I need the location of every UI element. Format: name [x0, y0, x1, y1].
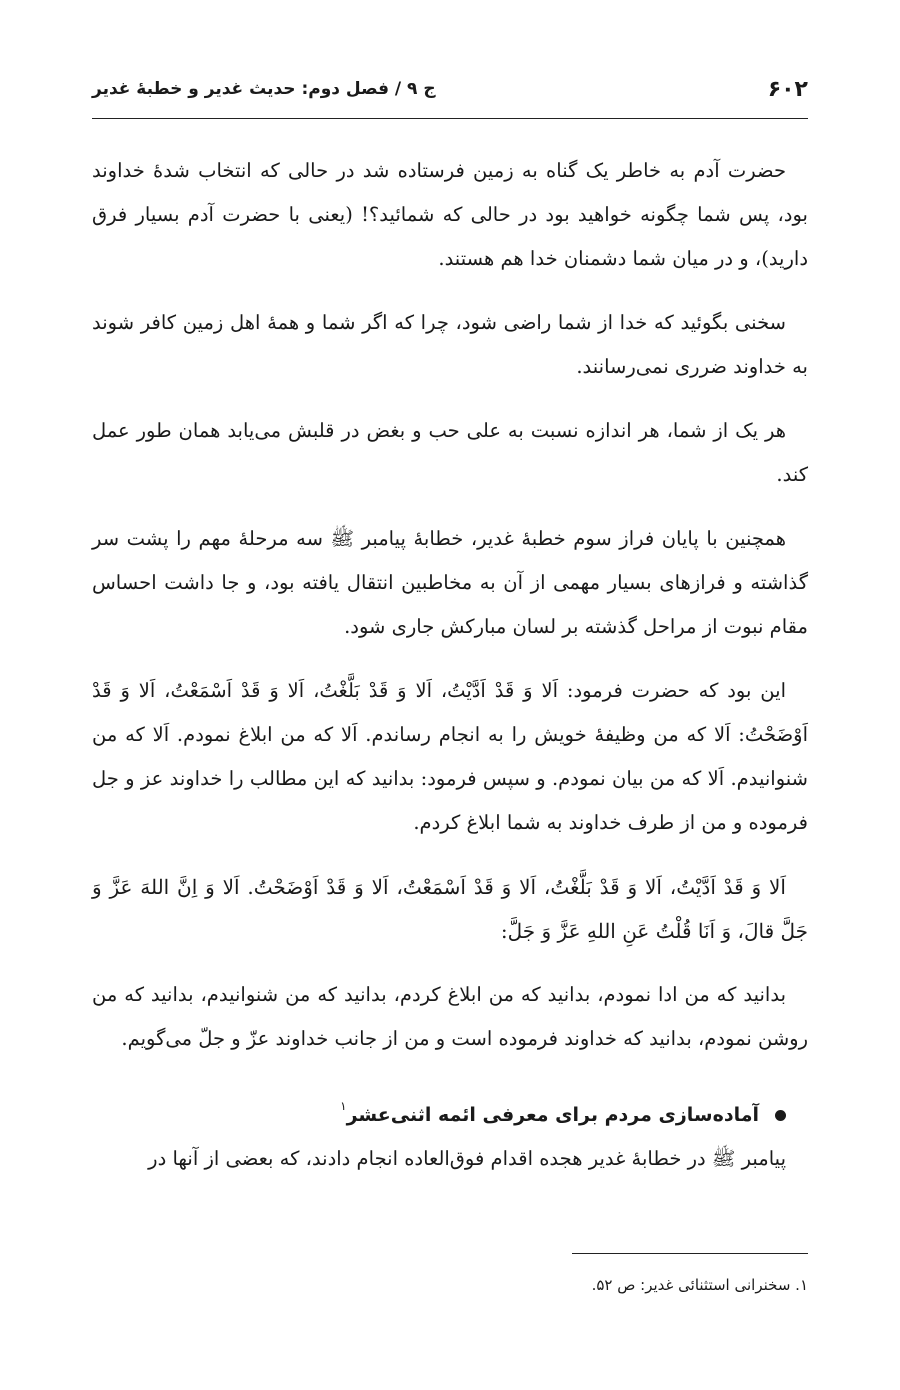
paragraph-love-hate: هر یک از شما، هر اندازه نسبت به علی حب و بغض در قلبش می‌یابد همان طور عمل کند. — [92, 419, 808, 486]
paragraph-translation: بدانید که من ادا نمودم، بدانید که من ابلاغ کردم، بدانید که من شنوانیدم، بدانید که من روشن نمودم، بدانید که خداوند فرموده است و من از جانب خداوند عزّ و جلّ می‌گویم. — [92, 983, 808, 1050]
paragraph-declaration: این بود که حضرت فرمود: اَلا وَ قَدْ اَدَّیْتُ، اَلا وَ قَدْ بَلَّغْتُ، اَلا وَ قَدْ اَسْمَعْتُ، اَلا وَ قَدْ اَوْضَحْتُ: اَلا که من وظیفهٔ خویش را به انجام رساندم. اَلا که من ابلاغ نمودم. اَلا که من شنوانیدم. اَلا که من بیان نمودم. و سپس فرمود: بدانید که این مطالب را خداوند عز و جل فرموده و من از طرف خداوند به شما ابلاغ کردم. — [92, 679, 808, 834]
book-page — [92, 60, 808, 1294]
section-heading — [92, 1095, 808, 1135]
page-number: ۶۰۲ — [767, 76, 808, 102]
paragraph-three-stages: همچنین با پایان فراز سوم خطبهٔ غدیر، خطابهٔ پیامبر ﷺ سه مرحلهٔ مهم را پشت سر گذاشته و فرازهای بسیار مهمی از آن به مخاطبین انتقال یافته بود، و جا داشت احساس مقام نبوت از مراحل گذشته بر لسان مبارکش جاری شود. — [92, 527, 808, 638]
paragraph-adam: حضرت آدم به خاطر یک گناه به زمین فرستاده شد در حالی که انتخاب شدهٔ خداوند بود، پس شما چگونه خواهید بود در حالی که شمائید؟! (یعنی با حضرت آدم بسیار فرق دارید)، و در میان شما دشمنان خدا هم هستند. — [92, 159, 808, 270]
paragraph-god-pleased: سخنی بگوئید که خدا از شما راضی شود، چرا که اگر شما و همهٔ اهل زمین کافر شوند به خداوند ضرری نمی‌رسانند. — [92, 311, 808, 378]
page-header — [92, 60, 808, 119]
section-heading-text: آماده‌سازی مردم برای معرفی ائمه اثنی‌عشر — [346, 1104, 759, 1126]
paragraph-section-intro: پیامبر ﷺ در خطابهٔ غدیر هجده اقدام فوق‌العاده انجام دادند، که بعضی از آنها در — [148, 1147, 786, 1170]
arabic-quote: اَلا وَ قَدْ اَدَّیْتُ، اَلا وَ قَدْ بَلَّغْتُ، اَلا وَ قَدْ اَسْمَعْتُ، اَلا وَ قَدْ اَوْضَحْتُ. اَلا وَ اِنَّ اللهَ عَزَّ وَ جَلَّ قالَ، وَ اَنَا قُلْتُ عَنِ اللهِ عَزَّ وَ جَلَّ: — [92, 875, 808, 943]
bullet-icon — [775, 1110, 786, 1121]
footnote-divider — [572, 1253, 808, 1254]
body-text — [92, 149, 808, 1181]
footnote-marker: ۱ — [340, 1099, 347, 1113]
running-head: ج ۹ / فصل دوم: حدیث غدیر و خطبهٔ غدیر — [92, 79, 436, 99]
footnote: ۱. سخنرانی استثنائی غدیر: ص ۵۲. — [591, 1276, 808, 1294]
